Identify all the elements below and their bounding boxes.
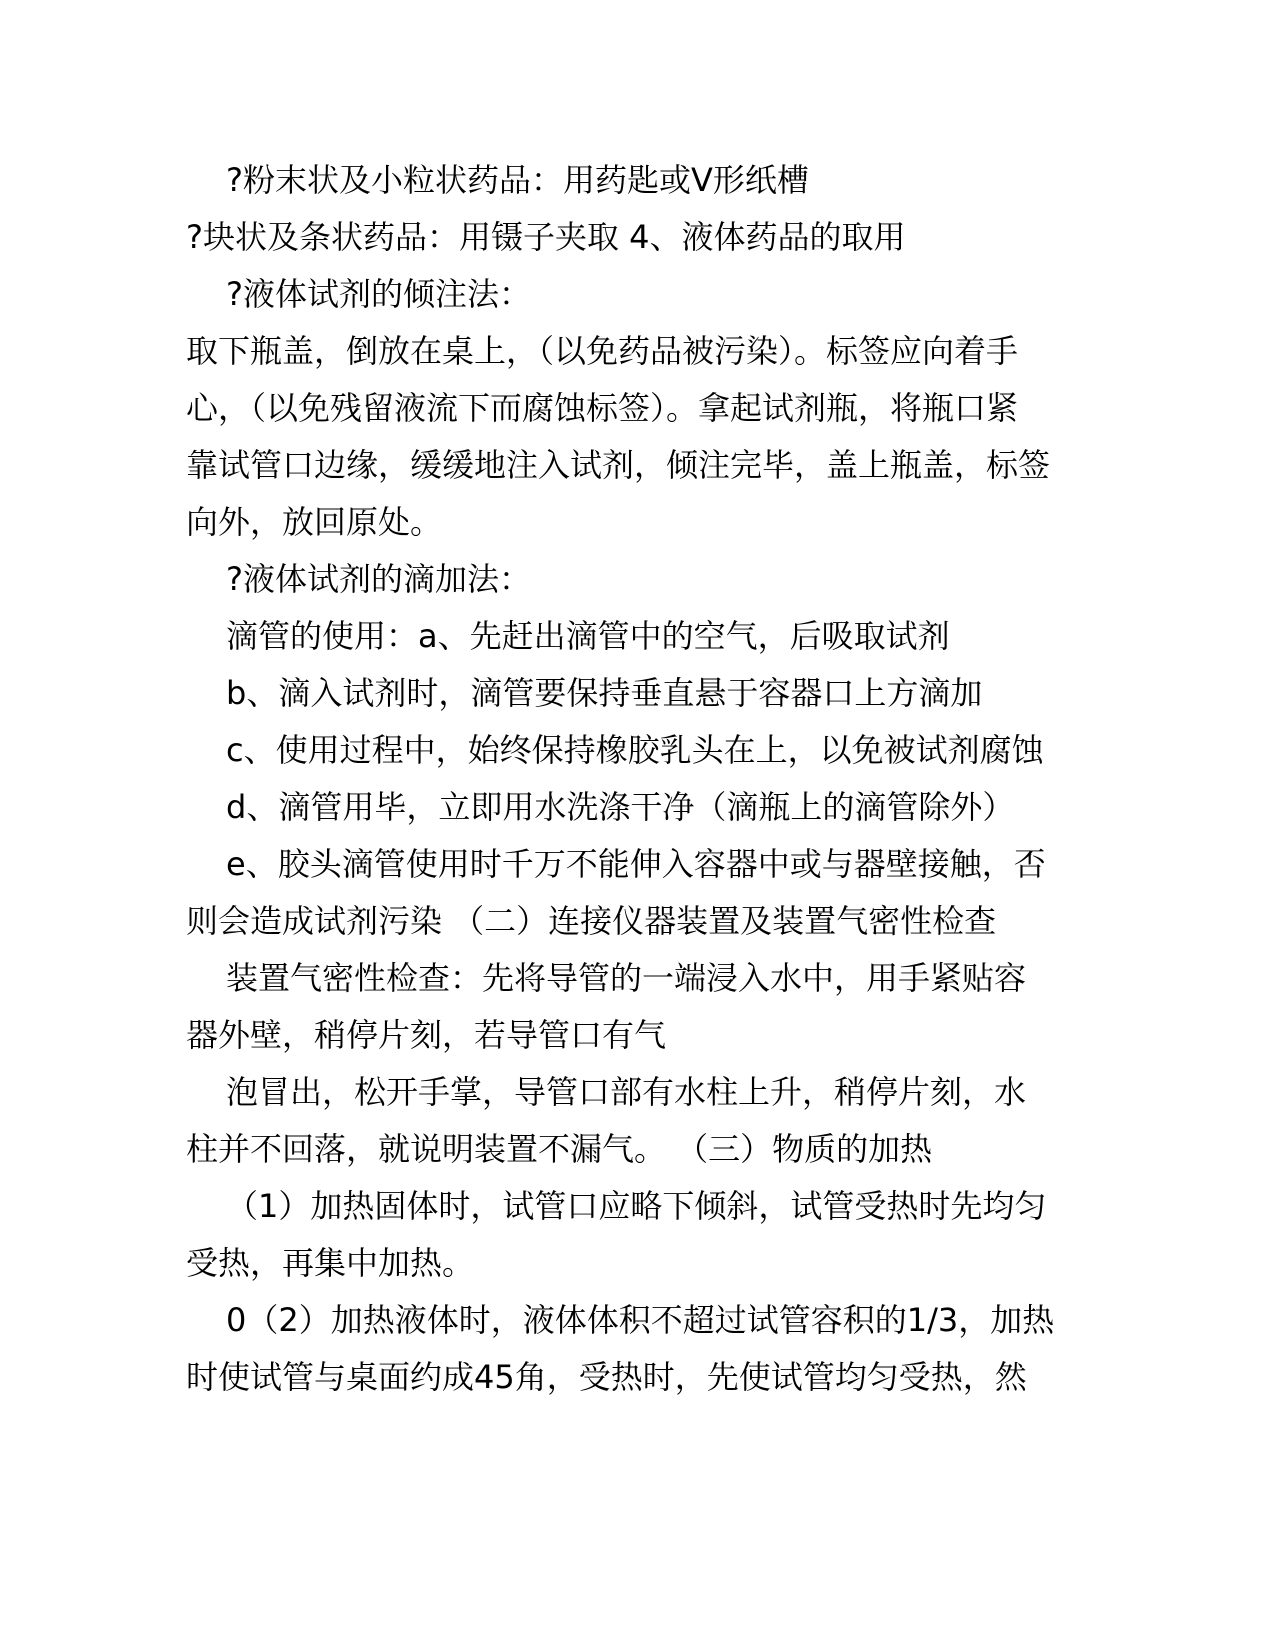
document-body — [186, 152, 1091, 1406]
text-line: 靠试管口边缘，缓缓地注入试剂，倾注完毕，盖上瓶盖，标签 — [186, 446, 1051, 484]
text-line: 0（2）加热液体时，液体体积不超过试管容积的1/3，加热 — [226, 1301, 1055, 1339]
text-line: 泡冒出，松开手掌，导管口部有水柱上升，稍停片刻，水 — [226, 1073, 1027, 1111]
text-line: 装置气密性检查：先将导管的一端浸入水中，用手紧贴容 — [226, 959, 1027, 997]
text-line: 受热，再集中加热。 — [186, 1244, 475, 1282]
text-line: ?液体试剂的倾注法： — [226, 275, 531, 313]
text-line: c、使用过程中，始终保持橡胶乳头在上，以免被试剂腐蚀 — [226, 731, 1044, 769]
text-line: （1）加热固体时，试管口应略下倾斜，试管受热时先均匀 — [226, 1187, 1047, 1225]
text-line: 则会造成试剂污染 （二）连接仪器装置及装置气密性检查 — [186, 902, 997, 940]
text-line: ?液体试剂的滴加法： — [226, 560, 531, 598]
text-line: 器外壁，稍停片刻，若导管口有气 — [186, 1016, 667, 1054]
text-line: b、滴入试剂时，滴管要保持垂直悬于容器口上方滴加 — [226, 674, 983, 712]
text-line: e、胶头滴管使用时千万不能伸入容器中或与器壁接触，否 — [226, 845, 1046, 883]
text-line: 取下瓶盖，倒放在桌上，（以免药品被污染）。标签应向着手 — [186, 332, 1019, 370]
text-line: 向外，放回原处。 — [186, 503, 443, 541]
text-line: 心，（以免残留液流下而腐蚀标签）。拿起试剂瓶，将瓶口紧 — [186, 389, 1019, 427]
text-line: ?粉末状及小粒状药品：用药匙或V形纸槽 — [226, 161, 809, 199]
text-line: d、滴管用毕，立即用水洗涤干净（滴瓶上的滴管除外） — [226, 788, 1015, 826]
text-line: ?块状及条状药品：用镊子夹取 4、液体药品的取用 — [186, 218, 906, 256]
text-line: 柱并不回落，就说明装置不漏气。 （三）物质的加热 — [186, 1130, 933, 1168]
text-line: 时使试管与桌面约成45角，受热时，先使试管均匀受热，然 — [186, 1358, 1027, 1396]
text-line: 滴管的使用：a、先赶出滴管中的空气，后吸取试剂 — [226, 617, 950, 655]
